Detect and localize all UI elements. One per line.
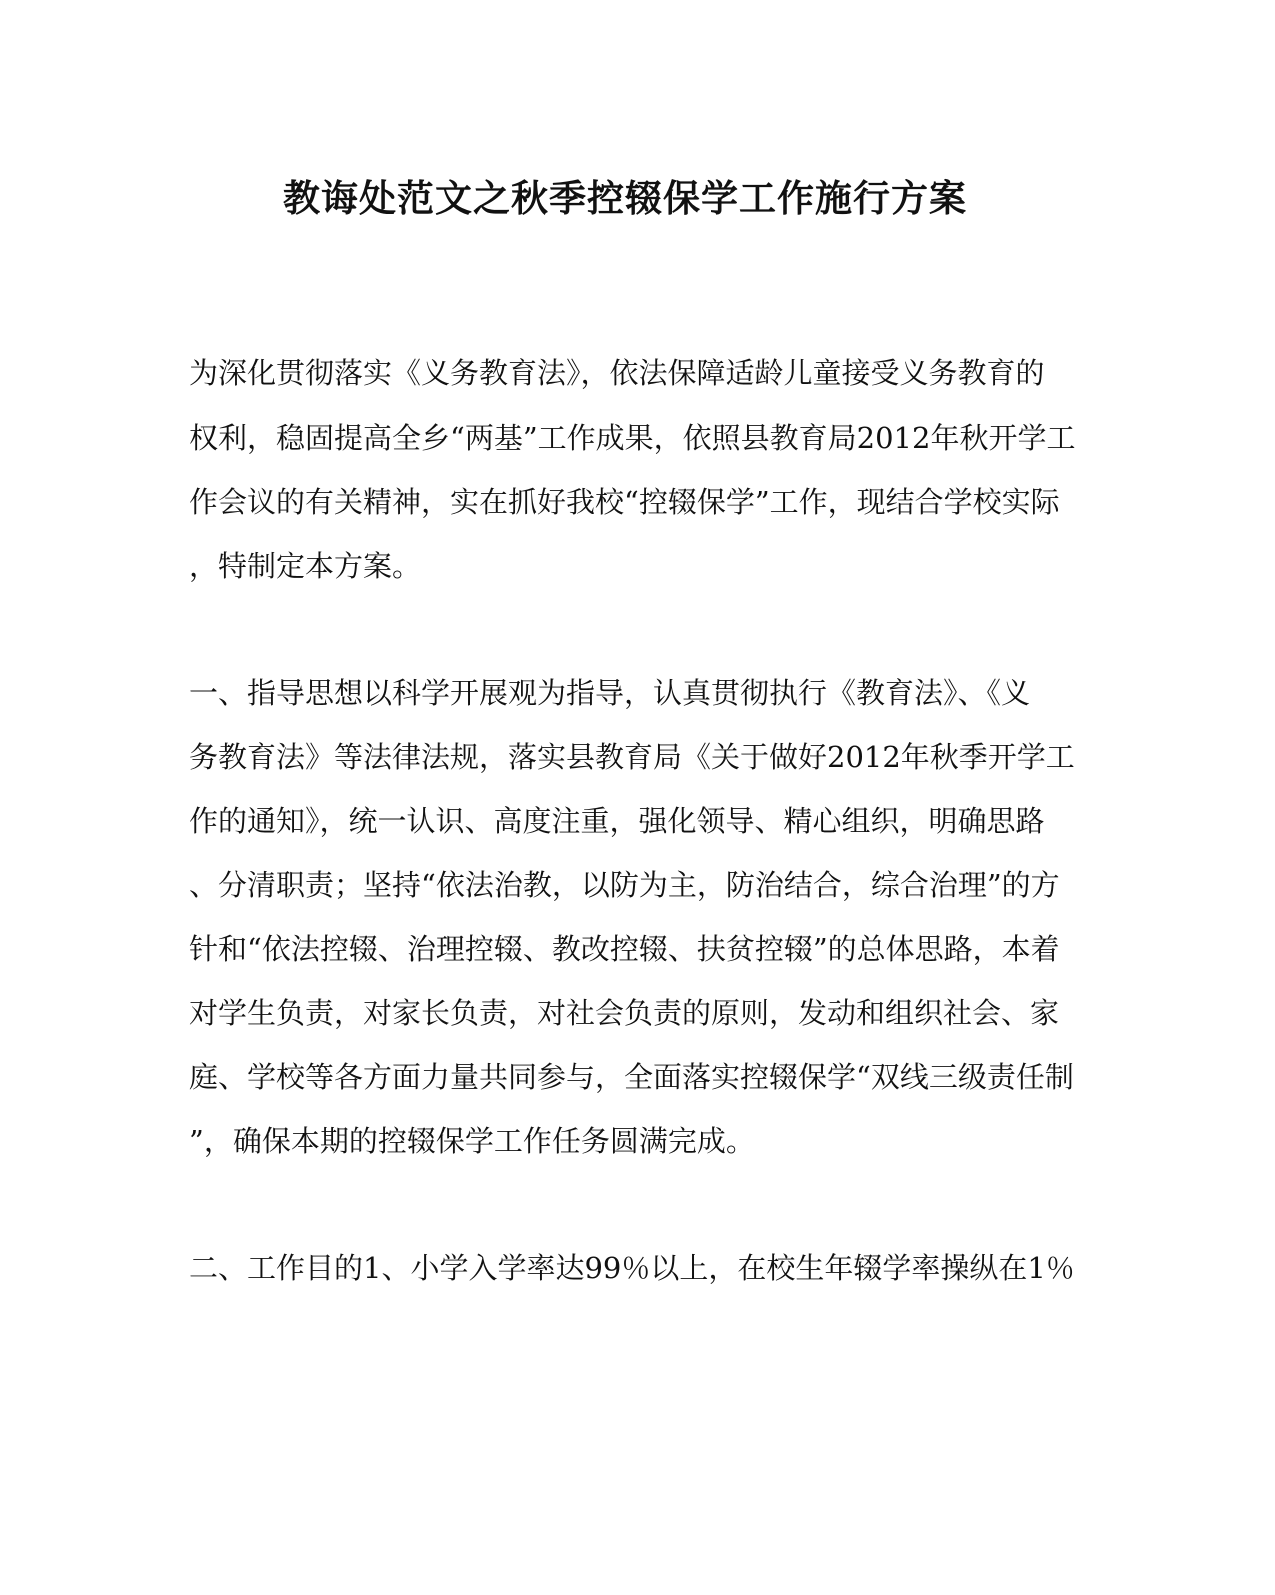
text-line: 作的通知》，统一认识、高度注重，强化领导、精心组织，明确思路 xyxy=(189,804,1045,838)
text-line: ”，确保本期的控辍保学工作任务圆满完成。 xyxy=(189,1124,755,1158)
text-line: 针和“依法控辍、治理控辍、教改控辍、扶贫控辍”的总体思路，本着 xyxy=(189,932,1060,966)
document-title: 教诲处范文之秋季控辍保学工作施行方案 xyxy=(283,176,967,220)
text-line: 为深化贯彻落实《义务教育法》，依法保障适龄儿童接受义务教育的 xyxy=(189,356,1045,390)
text-line: 权利，稳固提高全乡“两基”工作成果，依照县教育局2012年秋开学工 xyxy=(189,421,1076,455)
text-line: ，特制定本方案。 xyxy=(189,549,422,583)
text-line: 对学生负责，对家长负责，对社会负责的原则，发动和组织社会、家 xyxy=(189,996,1060,1030)
text-line: 二、工作目的1、小学入学率达99％以上，在校生年辍学率操纵在1％ xyxy=(189,1251,1075,1285)
text-line: 一、指导思想以科学开展观为指导，认真贯彻执行《教育法》、《义 xyxy=(189,676,1031,710)
text-line: 务教育法》等法律法规，落实县教育局《关于做好2012年秋季开学工 xyxy=(189,740,1075,774)
text-line: 作会议的有关精神，实在抓好我校“控辍保学”工作，现结合学校实际 xyxy=(189,485,1060,519)
text-line: 庭、学校等各方面力量共同参与，全面落实控辍保学“双线三级责任制 xyxy=(189,1060,1074,1094)
text-line: 、分清职责；坚持“依法治教，以防为主，防治结合，综合治理”的方 xyxy=(189,868,1060,902)
